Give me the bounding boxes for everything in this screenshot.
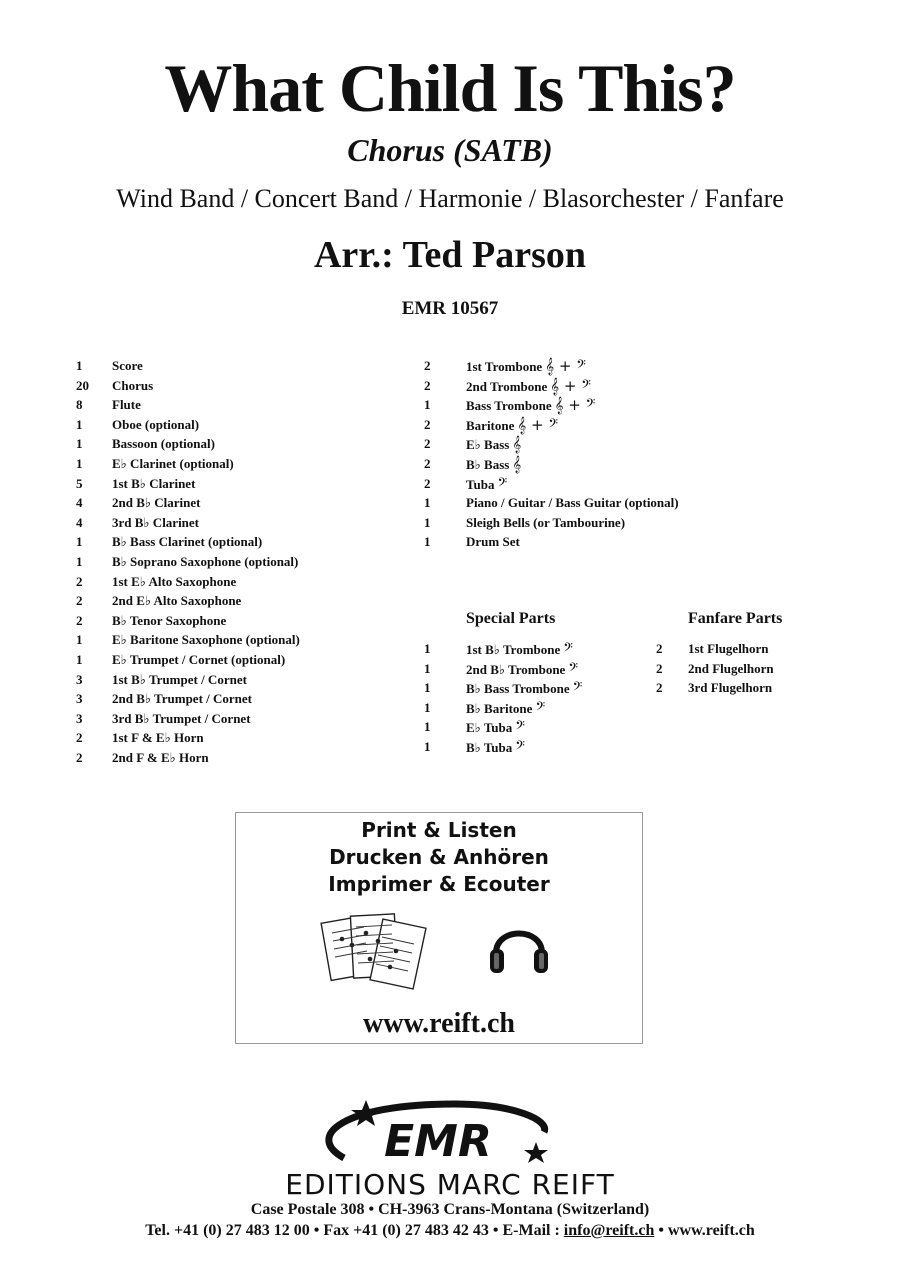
part-quantity: 1 xyxy=(424,641,431,656)
part-quantity: 2 xyxy=(76,573,83,589)
part-quantity: 1 xyxy=(424,699,431,715)
part-quantity: 3 xyxy=(76,671,83,687)
part-name xyxy=(466,532,520,552)
clef-icon: 𝄞 xyxy=(512,435,522,454)
part-name xyxy=(688,639,769,659)
print-listen-box xyxy=(235,812,643,1044)
part-name-text: B♭ Tenor Saxophone xyxy=(112,612,227,628)
part-name xyxy=(112,572,236,592)
part-name xyxy=(466,659,578,680)
part-name xyxy=(112,454,234,474)
headphones-icon xyxy=(488,913,550,977)
part-quantity: 1 xyxy=(424,514,431,530)
part-quantity: 1 xyxy=(76,358,83,373)
clef-icon: 𝄞 + 𝄢 xyxy=(550,376,591,395)
part-name-text: 1st B♭ Trumpet / Cornet xyxy=(112,671,247,687)
part-name xyxy=(112,650,285,670)
part-name xyxy=(466,415,558,436)
clef-icon: 𝄢 xyxy=(515,718,525,737)
part-quantity: 2 xyxy=(424,436,431,452)
part-name-text: Bass Trombone xyxy=(466,398,552,414)
part-name-text: Piano / Guitar / Bass Guitar (optional) xyxy=(466,495,679,511)
part-quantity: 2 xyxy=(76,750,83,765)
part-name xyxy=(466,376,591,397)
part-quantity: 1 xyxy=(424,397,431,413)
part-name xyxy=(112,689,252,709)
part-quantity: 2 xyxy=(656,660,663,676)
email-link[interactable]: info@reift.ch xyxy=(563,1222,655,1239)
part-quantity: 1 xyxy=(76,534,83,550)
part-name-text: 1st F & E♭ Horn xyxy=(112,730,204,746)
part-quantity: 3 xyxy=(76,691,83,707)
part-name-text: E♭ Trumpet / Cornet (optional) xyxy=(112,652,286,667)
part-name xyxy=(466,737,525,758)
clef-icon: 𝄞 xyxy=(512,455,522,473)
band-line: Wind Band / Concert Band / Harmonie / Blasorchester / Fanfare xyxy=(116,184,784,213)
clef-icon: 𝄢 xyxy=(535,698,546,717)
part-name-text: 2nd B♭ Trombone xyxy=(466,661,566,677)
publisher-name: EDITIONS MARC REIFT xyxy=(285,1168,615,1201)
part-name-text: B♭ Tuba xyxy=(466,740,513,755)
fanfare-parts-heading: Fanfare Parts xyxy=(688,610,783,627)
contact-website[interactable]: • www.reift.ch xyxy=(654,1222,755,1239)
part-quantity: 1 xyxy=(76,436,83,452)
part-name-text: 2nd E♭ Alto Saxophone xyxy=(112,593,242,609)
logo-text: EMR xyxy=(384,1116,492,1167)
part-quantity: 2 xyxy=(424,358,431,373)
part-name xyxy=(466,395,595,416)
part-quantity: 4 xyxy=(76,514,83,530)
part-quantity: 2 xyxy=(76,612,83,628)
emr-logo xyxy=(304,1096,564,1170)
part-name xyxy=(112,591,241,611)
part-quantity: 20 xyxy=(76,377,89,393)
part-name xyxy=(688,659,774,679)
part-name xyxy=(466,698,545,719)
part-quantity: 1 xyxy=(76,652,83,667)
part-quantity: 1 xyxy=(424,495,431,511)
part-quantity: 2 xyxy=(76,593,83,609)
clef-icon: 𝄢 xyxy=(568,659,578,678)
part-name xyxy=(112,709,251,729)
part-name xyxy=(688,678,772,698)
part-name-text: 1st B♭ Trombone xyxy=(466,642,561,657)
subtitle: Chorus (SATB) xyxy=(347,132,553,168)
part-name xyxy=(466,513,625,533)
part-name-text: B♭ Baritone xyxy=(466,700,533,716)
part-name xyxy=(112,493,200,513)
part-quantity: 2 xyxy=(424,377,431,393)
promo-line-de: Drucken & Anhören xyxy=(329,845,549,869)
part-name xyxy=(466,356,586,377)
part-name xyxy=(466,474,507,495)
part-quantity: 1 xyxy=(424,534,431,550)
part-name-text: 2nd B♭ Trumpet / Cornet xyxy=(112,691,252,707)
part-name-text: 1st E♭ Alto Saxophone xyxy=(112,573,237,589)
part-name xyxy=(112,395,141,415)
part-quantity: 2 xyxy=(656,641,663,656)
promo-line-fr: Imprimer & Ecouter xyxy=(328,872,550,896)
part-quantity: 3 xyxy=(76,710,83,726)
part-name xyxy=(112,376,153,396)
part-name xyxy=(466,434,521,455)
part-name-text: Score xyxy=(112,358,143,373)
page-title: What Child Is This? xyxy=(164,50,736,126)
publisher-address: Case Postale 308 • CH-3963 Crans-Montana (Switzerland) xyxy=(250,1201,650,1218)
part-quantity: 1 xyxy=(76,554,83,569)
clef-icon: 𝄞 + 𝄢 xyxy=(517,415,559,434)
part-name xyxy=(466,639,573,660)
part-name xyxy=(112,434,215,454)
part-name-text: Bassoon (optional) xyxy=(112,436,215,452)
part-name-text: 3rd Flugelhorn xyxy=(688,680,773,696)
sheet-music-icon xyxy=(318,909,433,999)
clef-icon: 𝄢 xyxy=(515,738,525,756)
part-name xyxy=(112,611,226,631)
part-name xyxy=(466,678,582,699)
part-name-text: Sleigh Bells (or Tambourine) xyxy=(466,514,626,530)
part-quantity: 1 xyxy=(76,416,83,432)
clef-icon: 𝄞 + 𝄢 xyxy=(554,396,596,415)
part-quantity: 1 xyxy=(424,680,431,696)
part-quantity: 2 xyxy=(656,680,663,696)
clef-icon: 𝄞 + 𝄢 xyxy=(545,357,586,375)
part-name-text: E♭ Tuba xyxy=(466,720,513,736)
part-quantity: 4 xyxy=(76,495,83,511)
part-quantity: 2 xyxy=(424,456,431,471)
contact-line xyxy=(0,1221,900,1241)
part-quantity: 2 xyxy=(424,475,431,491)
clef-icon: 𝄢 xyxy=(572,679,583,698)
part-name xyxy=(112,728,204,748)
part-name-text: E♭ Clarinet (optional) xyxy=(112,456,234,471)
part-name xyxy=(466,717,525,738)
part-name xyxy=(112,748,209,768)
part-name-text: 2nd B♭ Clarinet xyxy=(112,495,201,511)
part-quantity: 8 xyxy=(76,397,83,413)
part-name-text: B♭ Bass Clarinet (optional) xyxy=(112,534,263,550)
part-name-text: B♭ Soprano Saxophone (optional) xyxy=(112,554,299,569)
part-name-text: 1st Flugelhorn xyxy=(688,641,769,656)
contact-phone-fax: Tel. +41 (0) 27 483 12 00 • Fax +41 (0) 27 483 42 43 • E-Mail : xyxy=(145,1222,564,1239)
promo-line-en: Print & Listen xyxy=(361,818,517,842)
part-quantity: 1 xyxy=(76,456,83,471)
part-name-text: B♭ Bass xyxy=(466,457,510,472)
part-name-text: Drum Set xyxy=(466,534,520,550)
arranger: Arr.: Ted Parson xyxy=(313,234,586,276)
part-name-text: Oboe (optional) xyxy=(112,416,200,432)
part-quantity: 1 xyxy=(424,739,431,754)
part-name xyxy=(112,415,199,435)
part-name-text: E♭ Bass xyxy=(466,437,510,453)
part-quantity: 5 xyxy=(76,475,83,491)
logo-star-left xyxy=(351,1100,381,1126)
clef-icon: 𝄢 xyxy=(497,474,508,493)
special-parts-heading: Special Parts xyxy=(466,610,556,627)
part-name-text: 1st B♭ Clarinet xyxy=(112,475,196,491)
clef-icon: 𝄢 xyxy=(563,640,573,658)
part-name xyxy=(112,474,195,494)
part-quantity: 1 xyxy=(76,632,83,648)
part-name xyxy=(466,454,521,475)
part-name-text: Baritone xyxy=(466,417,515,433)
part-quantity: 1 xyxy=(424,719,431,735)
part-name-text: E♭ Baritone Saxophone (optional) xyxy=(112,632,300,648)
part-name xyxy=(112,670,247,690)
part-name xyxy=(112,513,199,533)
part-name-text: Tuba xyxy=(466,476,495,492)
part-name xyxy=(466,493,679,513)
part-quantity: 2 xyxy=(76,730,83,746)
logo-star-right xyxy=(524,1142,548,1163)
part-name xyxy=(112,532,262,552)
part-name-text: 2nd Flugelhorn xyxy=(688,660,774,676)
part-name-text: B♭ Bass Trombone xyxy=(466,681,570,697)
promo-website[interactable]: www.reift.ch xyxy=(363,1008,515,1039)
part-name-text: 2nd Trombone xyxy=(466,378,548,394)
part-name-text: 3rd B♭ Trumpet / Cornet xyxy=(112,710,251,726)
part-name-text: 1st Trombone xyxy=(466,359,543,374)
part-name-text: 3rd B♭ Clarinet xyxy=(112,514,200,530)
part-name-text: Chorus xyxy=(112,377,154,393)
part-name xyxy=(112,552,298,572)
part-name-text: Flute xyxy=(112,397,141,413)
part-name xyxy=(112,630,300,650)
part-name xyxy=(112,356,143,376)
catalog-code: EMR 10567 xyxy=(401,298,499,319)
part-quantity: 2 xyxy=(424,416,431,432)
part-name-text: 2nd F & E♭ Horn xyxy=(112,750,209,765)
part-quantity: 1 xyxy=(424,660,431,676)
